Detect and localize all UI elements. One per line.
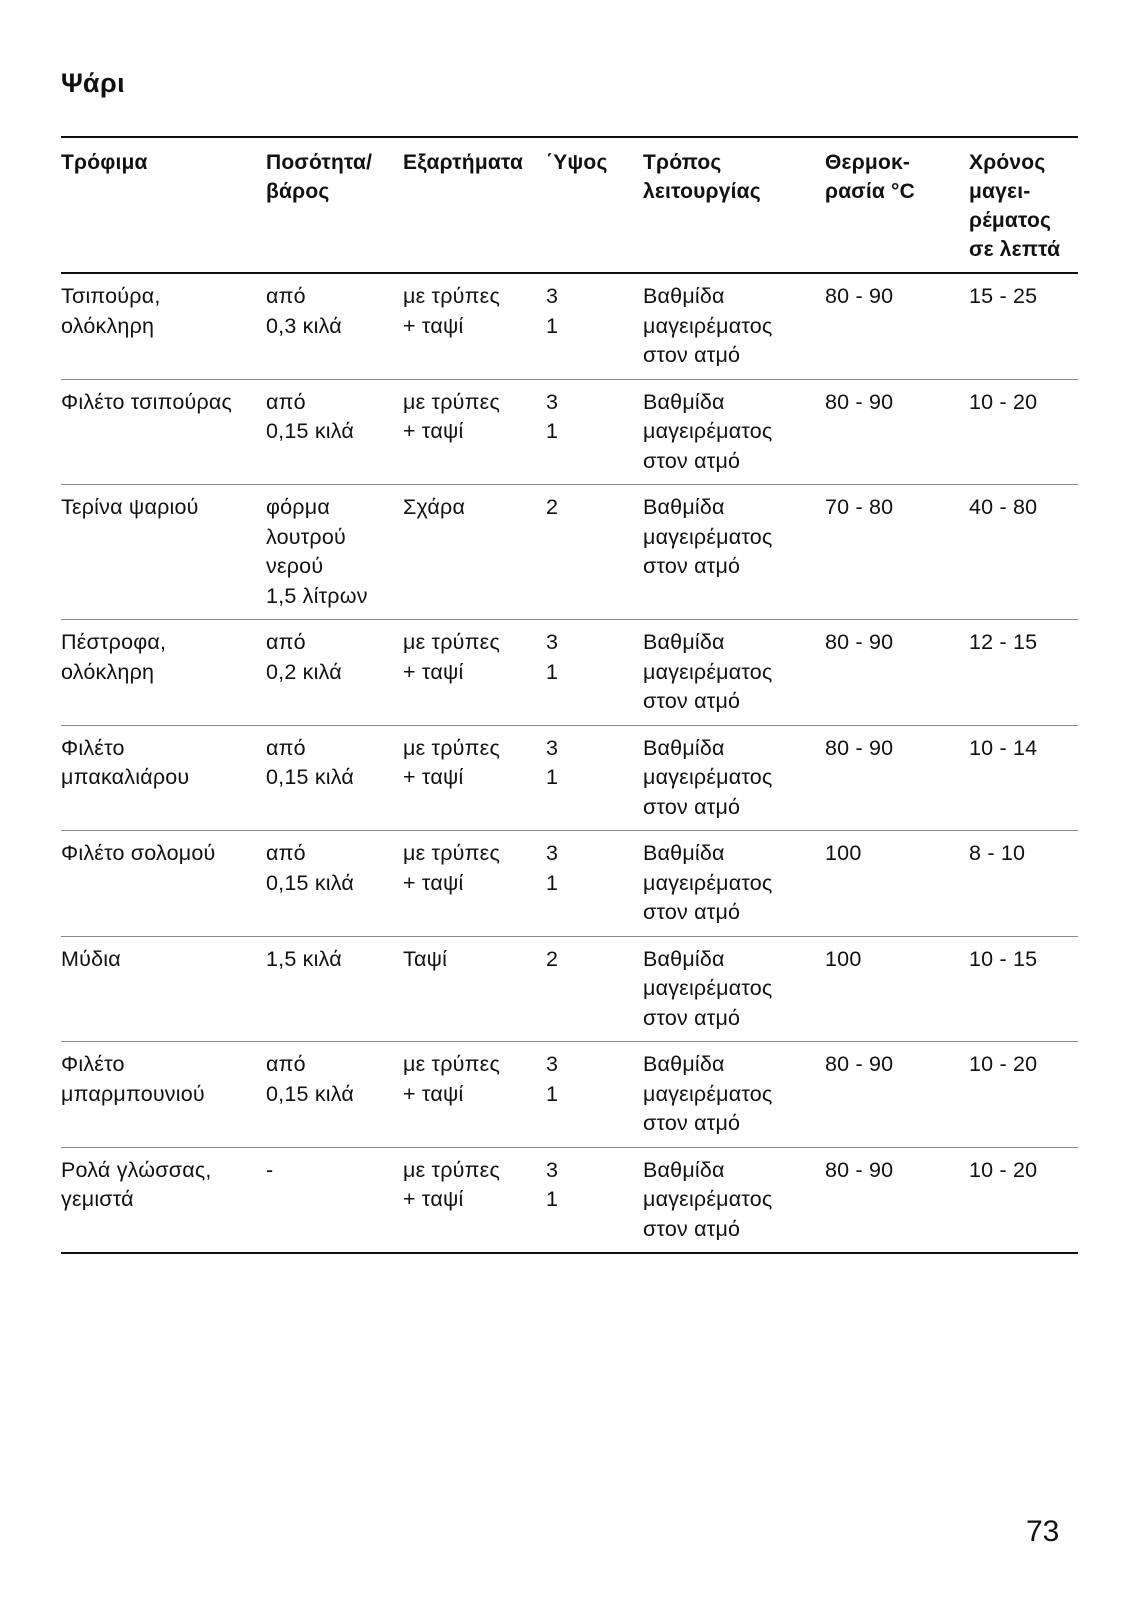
cell-food: Πέστροφα, ολόκληρη [61,630,167,684]
cell-accessories: με τρύπες + ταψί [403,841,501,895]
cell-time: 10 - 20 [969,389,1038,414]
cooking-table [61,136,1078,1254]
cell-temperature: 80 - 90 [825,389,894,414]
cell-level: 3 1 [546,630,559,684]
cell-food: Φιλέτο μπαρμπουνιού [61,1052,205,1106]
cell-food: Τσιπούρα, ολόκληρη [61,284,161,338]
header-level: ΄Υψος [546,151,608,174]
cell-quantity: φόρμα λουτρού νερού 1,5 λίτρων [266,495,368,608]
cell-accessories: με τρύπες + ταψί [403,1157,501,1211]
cell-mode: Βαθμίδα μαγειρέματος στον ατμό [643,389,773,473]
cell-accessories: με τρύπες + ταψί [403,389,501,443]
cell-temperature: 80 - 90 [825,284,894,308]
cell-quantity: από 0,2 κιλά [266,630,342,684]
table-row [61,380,1078,486]
cell-time: 12 - 15 [969,630,1038,654]
table-row [61,726,1078,832]
header-accessories: Εξαρτήματα [403,151,524,174]
cell-quantity: από 0,15 κιλά [266,1052,354,1106]
cell-time: 10 - 20 [969,1052,1038,1076]
cell-level: 3 1 [546,284,559,338]
cell-time: 8 - 10 [969,841,1026,865]
table-row [61,485,1078,620]
cell-level: 2 [546,495,559,519]
cell-temperature: 80 - 90 [825,1052,894,1076]
cell-mode: Βαθμίδα μαγειρέματος στον ατμό [643,946,773,1030]
header-food: Τρόφιμα [61,151,148,174]
cell-accessories: με τρύπες + ταψί [403,735,501,789]
table-row [61,620,1078,726]
cell-mode: Βαθμίδα μαγειρέματος στον ατμό [643,841,773,924]
cell-temperature: 70 - 80 [825,495,894,519]
table-row [61,831,1078,937]
cell-food: Ρολά γλώσσας, γεμιστά [61,1157,212,1211]
cell-accessories: με τρύπες + ταψί [403,630,501,684]
table-row [61,274,1078,380]
cell-mode: Βαθμίδα μαγειρέματος στον ατμό [643,735,773,819]
cell-level: 3 1 [546,1052,559,1106]
cell-mode: Βαθμίδα μαγειρέματος στον ατμό [643,630,773,713]
cell-level: 3 1 [546,841,559,895]
cell-level: 3 1 [546,735,559,789]
header-temperature: Θερμοκ- ρασία °C [825,151,916,203]
page-number: 73 [1026,1515,1060,1548]
cell-mode: Βαθμίδα μαγειρέματος στον ατμό [643,1157,773,1241]
cell-quantity: - [266,1157,274,1182]
table-row [61,937,1078,1043]
cell-temperature: 100 [825,946,862,971]
table-row [61,1148,1078,1253]
table-row [61,1042,1078,1148]
cell-time: 40 - 80 [969,495,1038,519]
cell-food: Φιλέτο μπακαλιάρου [61,735,190,789]
header-quantity: Ποσότητα/ βάρος [266,151,373,203]
cell-temperature: 100 [825,841,862,865]
cell-quantity: 1,5 κιλά [266,946,342,971]
cell-mode: Βαθμίδα μαγειρέματος στον ατμό [643,495,773,578]
header-mode: Τρόπος λειτουργίας [643,151,761,203]
cell-time: 10 - 14 [969,735,1038,760]
cell-food: Φιλέτο σολομού [61,841,216,865]
cell-level: 3 1 [546,389,559,443]
cell-accessories: με τρύπες + ταψί [403,1052,501,1106]
cell-time: 10 - 15 [969,946,1038,971]
header-time: Χρόνος μαγει- ρέματος σε λεπτά [969,151,1061,261]
cell-mode: Βαθμίδα μαγειρέματος στον ατμό [643,1052,773,1135]
cell-temperature: 80 - 90 [825,735,894,760]
cell-accessories: με τρύπες + ταψί [403,284,501,338]
cell-quantity: από 0,15 κιλά [266,735,354,789]
cell-temperature: 80 - 90 [825,630,894,654]
cell-mode: Βαθμίδα μαγειρέματος στον ατμό [643,284,773,367]
cell-level: 3 1 [546,1157,559,1211]
cell-accessories: Ταψί [403,946,448,971]
cell-quantity: από 0,3 κιλά [266,284,342,338]
cell-quantity: από 0,15 κιλά [266,389,354,443]
cell-accessories: Σχάρα [403,495,466,519]
cell-time: 15 - 25 [969,284,1038,308]
page-title: Ψάρι [61,68,126,98]
cell-food: Τερίνα ψαριού [61,495,199,519]
cell-quantity: από 0,15 κιλά [266,841,354,895]
cell-time: 10 - 20 [969,1157,1038,1182]
cell-temperature: 80 - 90 [825,1157,894,1182]
cell-food: Μύδια [61,946,121,971]
cell-level: 2 [546,946,559,971]
cell-food: Φιλέτο τσιπούρας [61,389,233,414]
table-header [61,138,1078,274]
